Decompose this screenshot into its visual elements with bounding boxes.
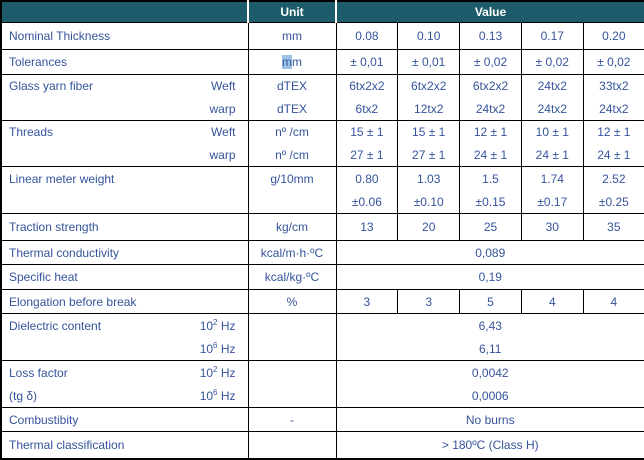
value-cell: 25 (460, 214, 522, 241)
sublabel-base: 10 (199, 318, 214, 333)
row-label-cell (1, 143, 248, 167)
value-cell: ±0.06 (336, 190, 398, 214)
row-label: Specific heat (9, 270, 78, 284)
value-cell: 0.13 (460, 23, 522, 50)
table-row (1, 75, 644, 98)
value-cell: 12 ± 1 (460, 121, 522, 144)
row-label-cell (1, 97, 248, 121)
table-row (1, 190, 644, 214)
row-label: Threads (9, 125, 54, 139)
value-span-cell: 6,43 (336, 314, 644, 338)
row-label-cell (1, 384, 248, 408)
row-label: (tg δ) (9, 388, 38, 403)
row-label: Combustibity (9, 412, 79, 427)
value-span-cell: No burns (336, 408, 644, 432)
row-label-cell (1, 241, 248, 265)
value-cell: 24tx2 (583, 97, 644, 121)
table-row (1, 408, 644, 432)
value-cell: 12tx2 (398, 97, 460, 121)
value-cell: 0.20 (583, 23, 644, 50)
value-span-cell: 0,089 (336, 241, 644, 265)
value-span-cell: 0,0006 (336, 384, 644, 408)
table-row (1, 50, 644, 75)
value-cell: 24tx2 (460, 97, 522, 121)
value-cell: 1.03 (398, 167, 460, 191)
row-label-cell (1, 121, 248, 144)
unit-cell: - (248, 408, 336, 432)
table-row (1, 384, 644, 408)
value-span-cell: > 180ºC (Class H) (336, 432, 644, 460)
row-label: Loss factor (9, 365, 68, 380)
value-cell: 3 (398, 290, 460, 314)
value-cell: 2.52 (583, 167, 644, 191)
sublabel-base: 10 (199, 341, 214, 356)
row-label-cell (1, 432, 248, 460)
sublabel-unit: Hz (217, 388, 236, 403)
row-label-cell (1, 190, 248, 214)
value-cell: 15 ± 1 (398, 121, 460, 144)
unit-cell (248, 50, 336, 75)
value-cell: 3 (336, 290, 398, 314)
value-cell: 35 (583, 214, 644, 241)
value-cell: 13 (336, 214, 398, 241)
value-cell: 5 (460, 290, 522, 314)
value-cell: 24tx2 (521, 75, 583, 98)
table-row (1, 241, 644, 265)
value-cell: 6tx2 (336, 97, 398, 121)
row-label: Thermal classification (9, 438, 125, 452)
row-sublabel: Weft (211, 125, 236, 139)
value-cell: 1.74 (521, 167, 583, 191)
row-label-cell (1, 75, 248, 98)
table-row (1, 167, 644, 191)
value-cell: 0.08 (336, 23, 398, 50)
sublabel-unit: Hz (217, 341, 236, 356)
unit-cell: dTEX (248, 75, 336, 98)
value-cell: ± 0,02 (521, 50, 583, 75)
table-row (1, 290, 644, 314)
unit-cell (248, 314, 336, 338)
value-cell: ± 0,01 (398, 50, 460, 75)
value-cell: ± 0,02 (460, 50, 522, 75)
value-cell: 6tx2x2 (460, 75, 522, 98)
unit-cell: % (248, 290, 336, 314)
row-label-cell (1, 167, 248, 191)
value-cell: 12 ± 1 (583, 121, 644, 144)
value-cell: 1.5 (460, 167, 522, 191)
table-row (1, 214, 644, 241)
row-label-cell (1, 50, 248, 75)
row-sublabel (200, 389, 236, 403)
table-row (1, 143, 644, 167)
value-cell: 24 ± 1 (460, 143, 522, 167)
unit-cell: nº /cm (248, 143, 336, 167)
value-cell: ±0.17 (521, 190, 583, 214)
row-label-cell (1, 290, 248, 314)
value-cell: 27 ± 1 (398, 143, 460, 167)
value-cell: 20 (398, 214, 460, 241)
row-label: Glass yarn fiber (9, 79, 94, 93)
sublabel-unit: Hz (217, 318, 236, 333)
unit-cell: dTEX (248, 97, 336, 121)
header-row (1, 1, 644, 23)
table-row (1, 432, 644, 460)
unit-cell: nº /cm (248, 121, 336, 144)
row-sublabel: Weft (211, 79, 236, 93)
value-span-cell: 0,0042 (336, 361, 644, 385)
value-cell: 10 ± 1 (521, 121, 583, 144)
row-sublabel (200, 366, 236, 380)
value-cell: 30 (521, 214, 583, 241)
row-label: Traction strength (9, 220, 99, 234)
row-label-cell (1, 265, 248, 290)
table-row (1, 121, 644, 144)
unit-cell (248, 337, 336, 361)
row-label-cell (1, 361, 248, 385)
value-cell: 24 ± 1 (521, 143, 583, 167)
row-sublabel: warp (209, 147, 236, 162)
table-row (1, 265, 644, 290)
row-label-cell (1, 214, 248, 241)
header-empty-cell (1, 1, 248, 23)
value-cell: 6tx2x2 (398, 75, 460, 98)
value-cell: ±0.10 (398, 190, 460, 214)
row-label-cell (1, 408, 248, 432)
value-cell: 0.80 (336, 167, 398, 191)
sublabel-unit: Hz (217, 365, 236, 380)
table-row (1, 337, 644, 361)
selection-highlight: m (282, 55, 292, 69)
sublabel-exponent: 2 (213, 364, 218, 374)
row-label: Tolerances (9, 55, 68, 69)
value-cell: ± 0,02 (583, 50, 644, 75)
row-label: Linear meter weight (9, 171, 115, 186)
row-label: Thermal conductivity (9, 245, 120, 260)
sublabel-base: 10 (199, 365, 214, 380)
unit-cell (248, 361, 336, 385)
header-value: Value (336, 1, 644, 23)
value-cell: 0.10 (398, 23, 460, 50)
unit-cell: g/10mm (248, 167, 336, 191)
sublabel-base: 10 (199, 388, 214, 403)
value-cell: 0.17 (521, 23, 583, 50)
row-label-cell (1, 23, 248, 50)
unit-cell: kg/cm (248, 214, 336, 241)
value-cell: ±0.25 (583, 190, 644, 214)
sublabel-exponent: 2 (213, 317, 218, 327)
unit-cell (248, 384, 336, 408)
table-row (1, 97, 644, 121)
value-cell: 15 ± 1 (336, 121, 398, 144)
value-cell: 27 ± 1 (336, 143, 398, 167)
row-sublabel (200, 342, 236, 356)
value-cell: 6tx2x2 (336, 75, 398, 98)
table-row (1, 314, 644, 338)
value-cell: 24tx2 (521, 97, 583, 121)
sublabel-exponent: 6 (213, 340, 218, 350)
unit-cell (248, 190, 336, 214)
unit-text: m (292, 55, 302, 69)
row-sublabel: warp (209, 101, 236, 116)
unit-cell: kcal/m·h·ºC (248, 241, 336, 265)
row-label: Dielectric content (9, 318, 102, 333)
unit-cell: mm (248, 23, 336, 50)
unit-cell (248, 432, 336, 460)
row-sublabel (200, 319, 236, 333)
value-span-cell: 0,19 (336, 265, 644, 290)
value-span-cell: 6,11 (336, 337, 644, 361)
row-label-cell (1, 337, 248, 361)
row-label: Elongation before break (9, 294, 137, 309)
value-cell: 4 (521, 290, 583, 314)
header-unit: Unit (248, 1, 336, 23)
value-cell: 24 ± 1 (583, 143, 644, 167)
row-label: Nominal Thickness (9, 29, 111, 43)
sublabel-exponent: 6 (213, 387, 218, 397)
table-row (1, 361, 644, 385)
value-cell: 4 (583, 290, 644, 314)
table-row (1, 23, 644, 50)
unit-cell: kcal/kg·ºC (248, 265, 336, 290)
value-cell: ± 0,01 (336, 50, 398, 75)
value-cell: ±0.15 (460, 190, 522, 214)
value-cell: 33tx2 (583, 75, 644, 98)
row-label-cell (1, 314, 248, 338)
